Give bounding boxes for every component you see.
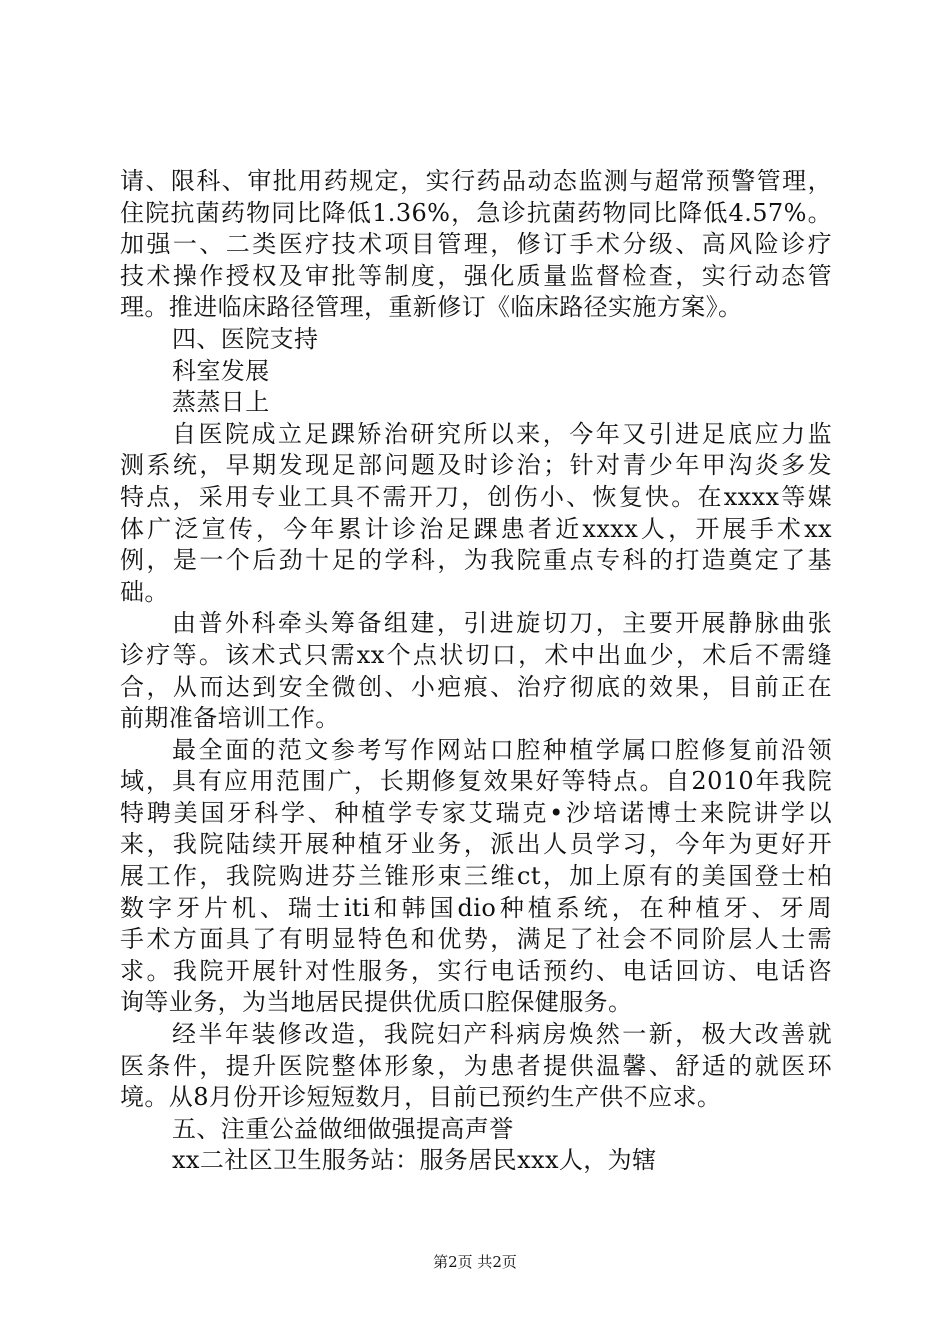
text-line: 由普外科牵头筹备组建，引进旋切刀，主要开展静脉曲张	[172, 609, 832, 638]
text-line: 域，具有应用范围广，长期修复效果好等特点。自2010年我院	[120, 767, 832, 796]
text-line: 询等业务，为当地居民提供优质口腔保健服务。	[120, 988, 633, 1017]
text-line: 例，是一个后劲十足的学科，为我院重点专科的打造奠定了基	[120, 546, 832, 575]
text-line: 境。从8月份开诊短短数月，目前已预约生产供不应求。	[120, 1083, 722, 1112]
text-line: 诊疗等。该术式只需xx个点状切口，术中出血少，术后不需缝	[120, 640, 832, 669]
subheading: 科室发展	[172, 356, 270, 385]
text-line: 技术操作授权及审批等制度，强化质量监督检查，实行动态管	[120, 261, 832, 290]
text-line: 加强一、二类医疗技术项目管理，修订手术分级、高风险诊疗	[120, 230, 832, 259]
text-line: 请、限科、审批用药规定，实行药品动态监测与超常预警管理，	[120, 167, 832, 195]
section-heading: 五、注重公益做细做强提高声誉	[172, 1114, 514, 1143]
text-line: 展工作，我院购进芬兰锥形束三维ct，加上原有的美国登士柏	[120, 862, 832, 891]
text-line: 经半年装修改造，我院妇产科病房焕然一新，极大改善就	[172, 1020, 832, 1049]
text-line: 最全面的范文参考写作网站口腔种植学属口腔修复前沿领	[172, 735, 832, 764]
text-line: 手术方面具了有明显特色和优势，满足了社会不同阶层人士需	[120, 925, 832, 954]
page-number: 第2页 共2页	[433, 1253, 517, 1271]
text-line: 医条件，提升医院整体形象，为患者提供温馨、舒适的就医环	[120, 1051, 832, 1080]
text-line: 前期准备培训工作。	[120, 704, 340, 733]
text-line: 来，我院陆续开展种植牙业务，派出人员学习，今年为更好开	[120, 830, 832, 859]
text-line: 理。推进临床路径管理，重新修订《临床路径实施方案》。	[120, 293, 743, 322]
subheading: 蒸蒸日上	[172, 388, 270, 417]
text-line: 测系统，早期发现足部问题及时诊治；针对青少年甲沟炎多发	[120, 451, 832, 480]
text-line: 体广泛宣传，今年累计诊治足踝患者近xxxx人，开展手术xx	[120, 514, 832, 543]
text-line: 特聘美国牙科学、种植学专家艾瑞克•沙培诺博士来院讲学以	[120, 798, 832, 827]
section-heading: 四、医院支持	[172, 324, 319, 353]
document-body	[120, 166, 832, 1177]
text-line: 础。	[120, 577, 169, 606]
text-line: 住院抗菌药物同比降低1.36%，急诊抗菌药物同比降低4.57%。	[120, 198, 832, 227]
text-line: 特点，采用专业工具不需开刀，创伤小、恢复快。在xxxx等媒	[120, 482, 832, 511]
page-footer	[0, 1252, 950, 1272]
text-line: 自医院成立足踝矫治研究所以来，今年又引进足底应力监	[172, 419, 832, 448]
text-line: xx二社区卫生服务站：服务居民xxx人，为辖	[172, 1146, 657, 1175]
text-line: 合，从而达到安全微创、小疤痕、治疗彻底的效果，目前正在	[120, 672, 832, 701]
text-line: 求。我院开展针对性服务，实行电话预约、电话回访、电话咨	[120, 956, 832, 985]
text-line: 数字牙片机、瑞士iti和韩国dio种植系统，在种植牙、牙周	[120, 893, 832, 922]
